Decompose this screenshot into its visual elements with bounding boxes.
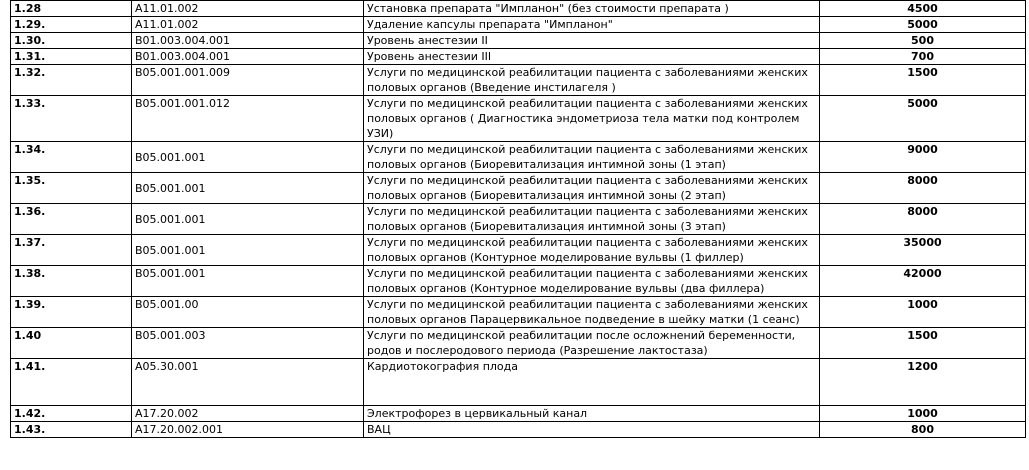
service-price: 8000 xyxy=(820,173,1026,204)
right-margin xyxy=(1026,49,1029,65)
right-margin xyxy=(1026,173,1029,204)
right-margin xyxy=(1026,406,1029,422)
table-row xyxy=(11,235,1029,266)
row-number: 1.35. xyxy=(11,173,132,204)
service-price: 1000 xyxy=(820,297,1026,328)
service-price: 42000 xyxy=(820,266,1026,297)
table-row xyxy=(11,65,1029,96)
row-number: 1.39. xyxy=(11,297,132,328)
table-row xyxy=(11,142,1029,173)
service-code: B01.003.004.001 xyxy=(132,49,364,65)
service-name: Удаление капсулы препарата "Импланон" xyxy=(364,17,820,33)
service-code: A17.20.002.001 xyxy=(132,422,364,438)
right-margin xyxy=(1026,33,1029,49)
right-margin xyxy=(1026,142,1029,173)
service-name: Уровень анестезии II xyxy=(364,33,820,49)
table-row xyxy=(11,17,1029,33)
service-name: Услуги по медицинской реабилитации пациента с заболеваниями женских половых органов (Биоревитализация интимной зоны (1 этап) xyxy=(364,142,820,173)
service-code: B05.001.001 xyxy=(132,142,364,173)
right-margin xyxy=(1026,328,1029,359)
price-list-table xyxy=(10,0,1029,438)
service-price: 8000 xyxy=(820,204,1026,235)
right-margin xyxy=(1026,17,1029,33)
service-price: 1200 xyxy=(820,359,1026,406)
table-row xyxy=(11,173,1029,204)
service-price: 5000 xyxy=(820,17,1026,33)
service-name: Электрофорез в цервикальный канал xyxy=(364,406,820,422)
service-code: A05.30.001 xyxy=(132,359,364,406)
service-code: B05.001.003 xyxy=(132,328,364,359)
service-code: B01.003.004.001 xyxy=(132,33,364,49)
service-code: A11.01.002 xyxy=(132,17,364,33)
row-number: 1.29. xyxy=(11,17,132,33)
table-row xyxy=(11,359,1029,406)
service-price: 35000 xyxy=(820,235,1026,266)
service-code: A11.01.002 xyxy=(132,1,364,17)
service-name: Уровень анестезии III xyxy=(364,49,820,65)
table-row xyxy=(11,328,1029,359)
right-margin xyxy=(1026,359,1029,406)
service-code: B05.001.00 xyxy=(132,297,364,328)
table-row xyxy=(11,96,1029,142)
service-code: B05.001.001 xyxy=(132,266,364,297)
row-number: 1.40 xyxy=(11,328,132,359)
service-name: Услуги по медицинской реабилитации пациента с заболеваниями женских половых органов (Введение инстилагеля ) xyxy=(364,65,820,96)
table-row xyxy=(11,406,1029,422)
row-number: 1.30. xyxy=(11,33,132,49)
row-number: 1.38. xyxy=(11,266,132,297)
price-list-rows xyxy=(11,1,1029,438)
service-code: B05.001.001 xyxy=(132,204,364,235)
table-row xyxy=(11,1,1029,17)
service-price: 9000 xyxy=(820,142,1026,173)
row-number: 1.31. xyxy=(11,49,132,65)
service-code: B05.001.001 xyxy=(132,173,364,204)
right-margin xyxy=(1026,65,1029,96)
right-margin xyxy=(1026,96,1029,142)
service-name: Услуги по медицинской реабилитации после осложнений беременности, родов и послеродового периода (Разрешение лактостаза) xyxy=(364,328,820,359)
table-row xyxy=(11,33,1029,49)
service-price: 800 xyxy=(820,422,1026,438)
service-name: ВАЦ xyxy=(364,422,820,438)
right-margin xyxy=(1026,235,1029,266)
service-price: 1500 xyxy=(820,65,1026,96)
table-row xyxy=(11,297,1029,328)
service-price: 1500 xyxy=(820,328,1026,359)
table-row xyxy=(11,422,1029,438)
service-code: B05.001.001.012 xyxy=(132,96,364,142)
service-price: 500 xyxy=(820,33,1026,49)
service-code: B05.001.001.009 xyxy=(132,65,364,96)
right-margin xyxy=(1026,1,1029,17)
row-number: 1.42. xyxy=(11,406,132,422)
service-price: 1000 xyxy=(820,406,1026,422)
row-number: 1.41. xyxy=(11,359,132,406)
service-price: 4500 xyxy=(820,1,1026,17)
right-margin xyxy=(1026,422,1029,438)
service-name: Услуги по медицинской реабилитации пациента с заболеваниями женских половых органов (Контурное моделирование вульвы (два филлера) xyxy=(364,266,820,297)
row-number: 1.33. xyxy=(11,96,132,142)
service-name: Услуги по медицинской реабилитации пациента с заболеваниями женских половых органов Парацервикальное подведение в шейку матки (1 сеанс) xyxy=(364,297,820,328)
service-name: Услуги по медицинской реабилитации пациента с заболеваниями женских половых органов (Биоревитализация интимной зоны (2 этап) xyxy=(364,173,820,204)
row-number: 1.32. xyxy=(11,65,132,96)
table-row xyxy=(11,49,1029,65)
row-number: 1.36. xyxy=(11,204,132,235)
service-code: A17.20.002 xyxy=(132,406,364,422)
table-row xyxy=(11,266,1029,297)
service-name: Кардиотокография плода xyxy=(364,359,820,406)
service-code: B05.001.001 xyxy=(132,235,364,266)
right-margin xyxy=(1026,266,1029,297)
right-margin xyxy=(1026,297,1029,328)
service-name: Услуги по медицинской реабилитации пациента с заболеваниями женских половых органов (Контурное моделирование вульвы (1 филлер) xyxy=(364,235,820,266)
right-margin xyxy=(1026,204,1029,235)
service-name: Услуги по медицинской реабилитации пациента с заболеваниями женских половых органов ( Диагностика эндометриоза тела матки под контролем УЗИ) xyxy=(364,96,820,142)
service-name: Установка препарата "Импланон" (без стоимости препарата ) xyxy=(364,1,820,17)
row-number: 1.34. xyxy=(11,142,132,173)
row-number: 1.37. xyxy=(11,235,132,266)
row-number: 1.28 xyxy=(11,1,132,17)
service-name: Услуги по медицинской реабилитации пациента с заболеваниями женских половых органов (Биоревитализация интимной зоны (3 этап) xyxy=(364,204,820,235)
service-price: 700 xyxy=(820,49,1026,65)
service-price: 5000 xyxy=(820,96,1026,142)
table-row xyxy=(11,204,1029,235)
row-number: 1.43. xyxy=(11,422,132,438)
